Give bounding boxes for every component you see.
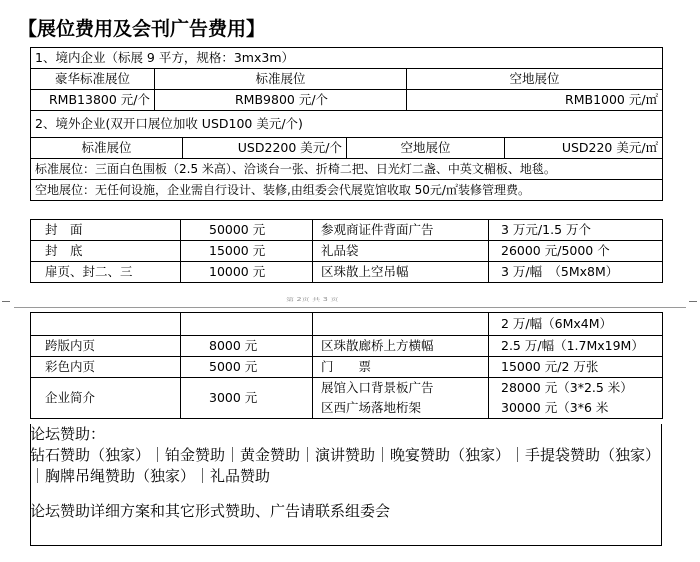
ad-item: 门 票 (313, 357, 489, 378)
ad-item: 封 底 (31, 241, 181, 262)
page-break-line (14, 307, 686, 308)
ad-price: 28000 元（3*2.5 米） (489, 378, 663, 399)
forum-heading: 论坛赞助： (30, 425, 106, 443)
ad-item: 跨版内页 (31, 336, 181, 357)
table-row (31, 336, 663, 357)
domestic-label-standard: 标准展位 (155, 69, 407, 90)
note-standard-booth: 标准展位：三面白色围板（2.5 米高）、洽谈台一张、折椅二把、日光灯二盏、中英文楣板、地毯。 (31, 159, 663, 180)
ad-price: 5000 元 (181, 357, 313, 378)
table-row (31, 48, 663, 69)
domestic-label-luxury: 豪华标准展位 (31, 69, 155, 90)
ad-item: 区珠散上空吊幅 (313, 262, 489, 283)
forum-contact: 论坛赞助详细方案和其它形式赞助、广告请联系组委会 (30, 502, 391, 520)
ad-price: 10000 元 (181, 262, 313, 283)
table-row (31, 378, 663, 399)
table-row (31, 241, 663, 262)
domestic-header: 1、境内企业（标展 9 平方，规格：3mx3m） (31, 48, 663, 69)
ad-price: 3 万/幅 （5Mx8M） (489, 262, 663, 283)
table-row (31, 69, 663, 90)
ad-price: 2.5 万/幅（1.7Mx19M） (489, 336, 663, 357)
forum-items: 钻石赞助（独家）｜铂金赞助｜黄金赞助｜演讲赞助｜晚宴赞助（独家）｜手提袋赞助（独家）｜胸牌吊绳赞助（独家）｜礼品赞助 (30, 446, 653, 485)
ad-item: 扉页、封二、三 (31, 262, 181, 283)
table-row (31, 180, 663, 201)
ad-price: 30000 元（3*6 米 (489, 398, 663, 419)
domestic-price-luxury: RMB13800 元/个 (31, 90, 155, 111)
ad-item: 参观商证件背面广告 (313, 220, 489, 241)
ad-price: 2 万/幅（6Mx4M） (489, 313, 663, 336)
domestic-price-space: RMB1000 元/㎡ (407, 90, 663, 111)
domestic-price-standard: RMB9800 元/个 (155, 90, 407, 111)
table-row (31, 262, 663, 283)
table-row (31, 220, 663, 241)
ad-price: 3000 元 (181, 378, 313, 419)
ad-price: 15000 元 (181, 241, 313, 262)
ads-table-top (30, 219, 663, 283)
page-title: 【展位费用及会刊广告费用】 (18, 18, 266, 40)
table-row (31, 313, 663, 336)
foreign-label-standard: 标准展位 (31, 138, 183, 159)
ads-table-bottom (30, 312, 663, 419)
ad-price: 8000 元 (181, 336, 313, 357)
ad-item: 区西广场落地桁架 (313, 398, 489, 419)
ad-item: 区珠散廊桥上方横幅 (313, 336, 489, 357)
table-row (31, 138, 663, 159)
domestic-label-space: 空地展位 (407, 69, 663, 90)
forum-box-bottom-border (30, 545, 662, 546)
page-break-mark-right (689, 301, 697, 302)
ad-price: 26000 元/5000 个 (489, 241, 663, 262)
ad-item: 彩色内页 (31, 357, 181, 378)
ad-item: 展馆入口背景板广告 (313, 378, 489, 399)
ad-price: 15000 元/2 万张 (489, 357, 663, 378)
ad-item: 礼品袋 (313, 241, 489, 262)
table-row (31, 357, 663, 378)
ad-item: 封 面 (31, 220, 181, 241)
foreign-price-standard: USD2200 美元/个 (183, 138, 347, 159)
table-row (31, 111, 663, 138)
ad-price: 3 万元/1.5 万个 (489, 220, 663, 241)
table-row (31, 90, 663, 111)
page-footer: 第 2页 共 3 页 (286, 296, 339, 302)
note-space-booth: 空地展位：无任何设施，企业需自行设计、装修,由组委会代展览馆收取 50元/㎡装修管理费。 (31, 180, 663, 201)
forum-sponsorship (30, 424, 660, 522)
foreign-label-space: 空地展位 (347, 138, 505, 159)
foreign-price-space: USD220 美元/㎡ (505, 138, 663, 159)
ad-price: 50000 元 (181, 220, 313, 241)
page-break-mark-left (2, 301, 10, 302)
ad-item: 企业简介 (31, 378, 181, 419)
booth-fee-table (30, 47, 663, 201)
foreign-header: 2、境外企业(双开口展位加收 USD100 美元/个) (31, 111, 663, 138)
table-row (31, 159, 663, 180)
forum-box-right-border (661, 424, 662, 546)
